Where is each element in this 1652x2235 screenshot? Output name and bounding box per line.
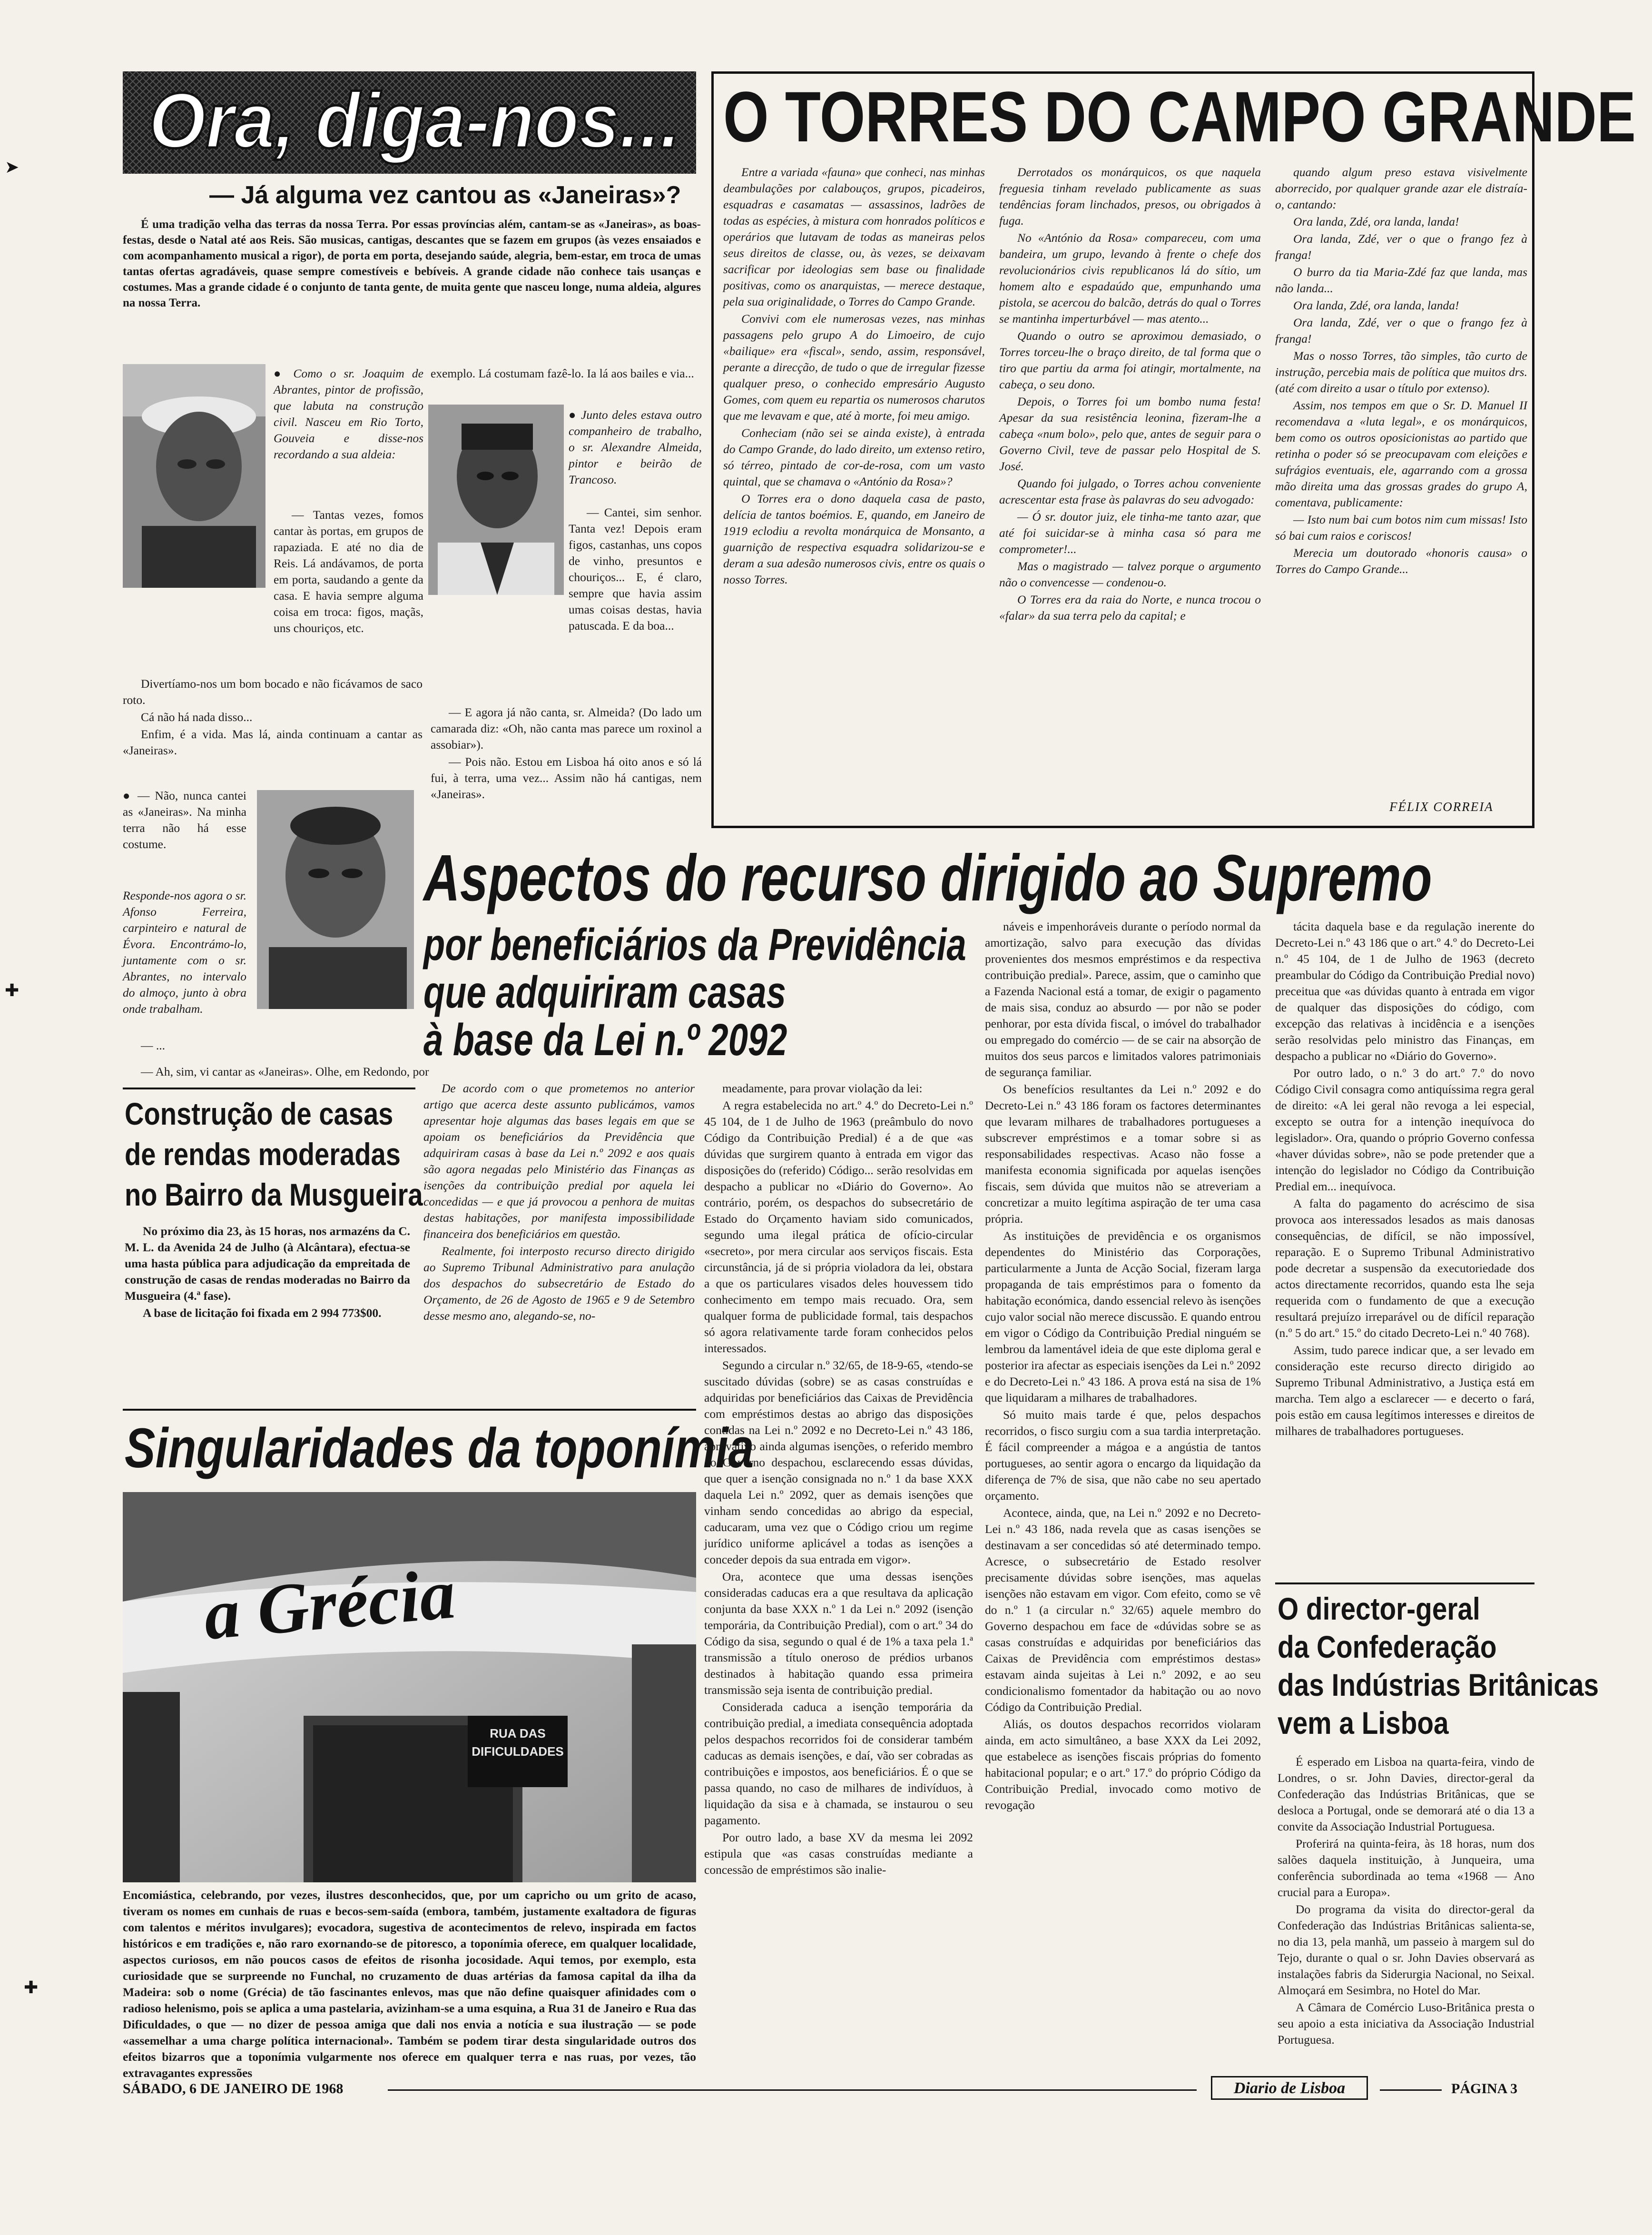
torres-col2-paragraph: Depois, o Torres foi um bombo numa festa! Apesar da sua resistência leonina, fizeram-lhe a cabeça «num bolo», pelo que, antes de seguir para o Governo Civil, teve de passar pelo Hospital de S. José. (999, 395, 1261, 473)
aspectos-col3-paragraph: Acontece, ainda, que, na Lei n.º 2092 e no Decreto-Lei n.º 43 186, nada revela que as casas isenções se destinavam a ser concedidas só até determinado tempo. Acresce, o subsecretário de Estado resolver precisamente dúvidas sobre isenções, mas aquelas isenções não estavam em vigor. Com efeito, como se vê do n.º 1 (a circular n.º 32/65) aquele membro do Governo despachou em face de «dúvidas sobre se as casas construídas e adquiridas por beneficiários das Caixas de Previdência com empréstimos destas» estavam ainda sujeitas à Lei n.º 2092, e ao seu condicionalismo fomentador da habitação ou ao novo Código da Contribuição Predial. (985, 1506, 1261, 1714)
footer-rule-right (1380, 2089, 1442, 2091)
aspectos-col3-paragraph: Os benefícios resultantes da Lei n.º 2092 e do Decreto-Lei n.º 43 186 foram os factores determinantes que levaram milhares de trabalhadores portugueses a subscrever empréstimos e a tomar sobre si as responsabilidades respectivas. Acaso não fosse a manifesta economia significada por aquelas isenções fiscais, sem dúvida que muitos não se atreveriam a concretizar a muito legítima aspiração de ter uma casa própria. (985, 1082, 1261, 1226)
ora-b2-block (569, 407, 702, 489)
torres-col2-paragraph: Mas o magistrado — talvez porque o argumento não o convencesse — condenou-o. (999, 559, 1261, 589)
torres-col1-paragraph: O Torres era o dono daquela casa de pasto, delícia de tantos boémios. E, quando, em Janeiro de 1919 eclodiu a revolta monárquica de Monsanto, a guarnição de respectiva esquadra solidarizou-se e deram a sua adesão numerosos civis, entre os quais o nosso Torres. (723, 492, 985, 586)
ora-b3-block (569, 504, 702, 635)
ora-diga-nos-banner (123, 71, 696, 174)
torres-col3-paragraph: Mas o nosso Torres, tão simples, tão curto de instrução, percebia mais de política que muitos drs. (até com direito a usar o título por extenso). (1275, 349, 1527, 395)
ora-c1-block (123, 788, 246, 853)
grecia-sign: a Grécia (200, 1554, 459, 1655)
director-headline-4: vem a Lisboa (1278, 1705, 1449, 1741)
ora-b3-text: — Cantei, sim senhor. Tanta vez! Depois eram figos, castanhas, uns copos de vinho, presuntos e chouriços... E, é claro, sempre que havia assim umas coisas destas, havia patuscada. E da boa... (569, 505, 702, 633)
aspectos-col4-paragraph: Por outro lado, o n.º 3 do art.º 7.º do novo Código Civil consagra como antiquíssima regra geral de direito: «A lei geral não revoga a lei especial, excepto se outra for a intenção inequívoca do legislador». Ora, quando o próprio Governo confessa «haver dúvidas sobre», não se pode pretender que a intenção do legislador no Código da Contribuição Predial em... inequívoca. (1275, 1066, 1534, 1193)
photo-grecia-street (123, 1492, 696, 1882)
ora-c4-block (123, 1064, 698, 1081)
torres-col3-paragraph: Ora landa, Zdé, ver o que o frango fez à franga! (1275, 316, 1527, 346)
rule-director-top (1275, 1582, 1534, 1584)
topo-caption-text: Encomiástica, celebrando, por vezes, ilustres desconhecidos, que, por um capricho ou um grito de acaso, tiveram os nomes em cunhais de ruas e becos-sem-saída (embora, também, justamente exaltadora de figuras com talentos e méritos invulgares); evocadora, sugestiva de acontecimentos de relevo, inspirada em factos históricos e em tradições e, não raro exornando-se de pitoresco, a toponímia oferece, em qualquer localidade, aspectos curiosos, em não poucos casos de efeitos de risonha jocosidade. Aqui temos, por exemplo, esta curiosidade que se surpreende no Funchal, no cruzamento de duas artérias da famosa capital da ilha da Madeira: sob o nome (Grécia) de tão fascinantes enlevos, mas que não define quaisquer afinidades com o radioso helenismo, pois se aplica a uma pastelaria, avizinham-se a uma esquina, a Rua 31 de Janeiro e Rua das Dificuldades, o que — no dizer de pessoa amiga que dali nos envia a notícia e sua ilustração — se pode «assemelhar a uma charge política internacional». Também se podem tirar desta singularidade outros dos efeitos bizarros que a toponímia vulgarmente nos oferece em qualquer terra e nas ruas, por vezes, tão extravagantes expressões (123, 1888, 696, 2080)
director-body-paragraph: A Câmara de Comércio Luso-Britânica presta o seu apoio a esta iniciativa da Associação Industrial Portuguesa. (1278, 2000, 1534, 2047)
ora-c1-text: ● — Não, nunca cantei as «Janeiras». Na minha terra não há esse costume. (123, 789, 246, 851)
ora-c2-text: Responde-nos agora o sr. Afonso Ferreira, carpinteiro e natural de Évora. Encontrámo-lo, juntamente com o sr. Abrantes, no intervalo do almoço, junto à obra onde trabalham. (123, 889, 246, 1016)
torres-col1-paragraph: Entre a variada «fauna» que conheci, nas minhas deambulações por calabouços, grupos, picadeiros, esquadras e casamatas — assassinos, ladrões de todas as espécies, à mistura com honrados políticos e operários que lutavam de todas as maneiras pelos seus direitos de classe, ou, às vezes, se deixavam sacrificar por ideologias sem base ou finalidade positivas, como os anarquistas, — merece destaque, pela sua originalidade, o Torres do Campo Grande. (723, 165, 985, 308)
aspectos-lead-paragraph: De acordo com o que prometemos no anterior artigo que acerca deste assunto publicámos, vamos apresentar hoje algumas das bases legais em que se apoiam os beneficiários da Previdência que adquiriram casas à base da Lei n.º 2092 e aos quais são agora negadas pelo Ministério das Finanças as isenções da contribuição predial por aquela lei concedidas — e que já provocou a penhora de muitas destas habitações, por manifesta impossibilidade financeira dos beneficiários em questão. (423, 1081, 695, 1241)
torres-col2-paragraph: O Torres era da raia do Norte, e nunca trocou o «falar» da sua terra pelo da capital; e (999, 593, 1261, 623)
aspectos-sub1: por beneficiários da Previdência (423, 920, 966, 970)
aspectos-col4-paragraph: tácita daquela base e da regulação inerente do Decreto-Lei n.º 43 186 que o art.º 4.º do Decreto-Lei n.º 45 104, de 1 de Julho de 1963 (decreto preambular do Código da Contribuição Predial novo) preceitua que «as dúvidas quanto à entrada em vigor de qualquer das disposições do código, com excepção das relativas à incidência e a isenções serão resolvidas pelo ministro das Finanças, em despacho a publicar no «Diário do Governo». (1275, 920, 1534, 1063)
aspectos-col2-paragraph: meadamente, para provar violação da lei: (722, 1081, 923, 1095)
torres-col3-paragraph: Ora landa, Zdé, ver o que o frango fez à franga! (1275, 232, 1527, 262)
ora-c3-text: — ... (141, 1038, 165, 1052)
torres-col1-paragraph: Convivi com ele numerosas vezes, nas minhas passagens pelo grupo A do Limoeiro, de cujo «bailique» era «fiscal», sendo, assim, responsável, perante a direcção, de tudo o que de irregular fizesse qualquer preso, o conhecido empresário Augusto Gomes, com quem eu repartia os numerosos charutos que me levavam e que, até à morte, foi meu amigo. (723, 312, 985, 423)
aspectos-sub2: que adquiriram casas (423, 967, 786, 1018)
torres-col3-paragraph: — Isto num bai cum botos nim cum missas! Isto só bai cum raios e coriscos! (1275, 513, 1527, 543)
torres-col3-paragraph: quando algum preso estava visivelmente aborrecido, por qualquer grande azar ele distraía-o, cantando: (1275, 165, 1527, 211)
director-headline-3: das Indústrias Britânicas (1278, 1667, 1599, 1702)
ora-c3-block (123, 1038, 246, 1055)
margin-mark-top: ➤ (5, 158, 20, 177)
footer-rule-left (388, 2089, 1197, 2091)
aspectos-col3-paragraph: náveis e impenhoráveis durante o período normal da amortização, salvo para execução das dívidas provenientes dos mesmos empréstimos e da respectiva contribuição predial». Parece, assim, que o caminho que a Fazenda Nacional está a tomar, de exigir o pagamento de mais sisa, conduz ao absurdo — por não se poder penhorar, por esta dívida fiscal, o imóvel do trabalhador ou empregado do comércio — de se cair na absorção de muitos dos seus parcos e limitados valores patrimoniais de segurança familiar. (985, 920, 1261, 1079)
torres-col2-paragraph: Quando foi julgado, o Torres achou conveniente acrescentar esta frase às palavras do seu advogado: (999, 476, 1261, 506)
footer-page: PÁGINA 3 (1451, 2081, 1518, 2097)
ora-intro (123, 217, 701, 312)
ora-c4-text: — Ah, sim, vi cantar as «Janeiras». Olhe, em Redondo, por (141, 1065, 429, 1078)
aspectos-col4-paragraph: A falta do pagamento do acréscimo de sisa provoca aos interessados lesados as mais danosas consequências, de difícil, se não impossível, reparação. E o Supremo Tribunal Administrativo pode decretar a suspensão da executoriedade dos actos directamente recorridos, quando esta lhe seja requerida com o fundamento de que a execução resultará prejuízo irreparável ou de difícil reparação (n.º 5 do art.º 15.º do citado Decreto-Lei n.º 40 768). (1275, 1197, 1534, 1340)
ora-b4-block (431, 704, 702, 803)
aspectos-col2-paragraph: Ora, acontece que uma dessas isenções consideradas caducas era a que resultava da aplicação conjunta da base XXX n.º 1 da Lei n.º 2092 (isenção temporária, da Contribuição Predial), com o art.º 34 do Código da sisa, segundo o qual é de 1% a taxa pela 1.ª transmissão a título oneroso de prédios urbanos destinados à habitação quando essa primeira transmissão seja isenta de contribuição predial. (704, 1570, 973, 1697)
torres-col2-paragraph: — Ó sr. doutor juiz, ele tinha-me tanto azar, que até foi suicidar-se à minha casa só para me comprometer!... (999, 510, 1261, 556)
construcao-headline-1: Construção de casas (125, 1096, 393, 1131)
aspectos-headline: Aspectos do recurso dirigido ao Supremo (423, 841, 1432, 915)
director-headline-2: da Confederação (1278, 1629, 1497, 1664)
construcao-headline-2: de rendas moderadas (125, 1137, 401, 1172)
footer-date: SÁBADO, 6 DE JANEIRO DE 1968 (123, 2081, 344, 2097)
photo-afonso-ferreira (257, 790, 414, 1009)
construcao-body-paragraph: No próximo dia 23, às 15 horas, nos armazéns da C. M. L. da Avenida 24 de Julho (à Alcântara), efectua-se uma hasta pública para adjudicação da empreitada de construção de casas de rendas moderadas no Bairro da Musgueira (4.ª fase). (125, 1224, 410, 1303)
torres-col3-paragraph: Ora landa, Zdé, ora landa, landa! (1293, 298, 1459, 312)
aspectos-col4 (1275, 919, 1534, 1440)
director-body (1278, 1754, 1534, 2049)
torres-col2-paragraph: No «António da Rosa» compareceu, com uma bandeira, um grupo, levando à frente o chefe dos revolucionários civis republicanos lá do sítio, um homem alto e espadaúdo que, empunhando uma pistola, se acercou do balcão, detrás do qual o Torres se mantinha imperturbável — mas atento... (999, 231, 1261, 326)
torres-col3 (1275, 164, 1527, 578)
ora-masthead: Ora, diga-nos... (149, 77, 680, 164)
paper-name: Diario de Lisboa (1233, 2079, 1346, 2097)
construcao-body-paragraph: A base de licitação foi fixada em 2 994 773$00. (143, 1306, 382, 1320)
aspectos-lead (423, 1080, 695, 1325)
ora-b5-text: — Pois não. Estou em Lisboa há oito anos e só lá fui, à terra, uma vez... Assim não há cantigas, nem «Janeiras». (431, 755, 702, 801)
director-body-paragraph: É esperado em Lisboa na quarta-feira, vindo de Londres, o sr. John Davies, director-geral da Confederação das Indústrias Britânicas, que se desloca a Portugal, onde se demorará até o dia 13 a convite da Associação Industrial Portuguesa. (1278, 1755, 1534, 1833)
aspectos-col2-paragraph: Segundo a circular n.º 32/65, de 18-9-65, «tendo-se suscitado dúvidas (sobre) se as casas construídas e adquiridas por beneficiários das Caixas de Previdência com empréstimos destas ao abrigo das disposições contidas na Lei n.º 2092 e no Decreto-Lei n.º 43 186, aprovativo ainda algumas isenções, o referido membro do Governo despachou, esclarecendo essas dúvidas, que quer a isenção consignada no n.º 1 da base XXX daquela Lei n.º 2092, quer as demais isenções que vinham sendo concedidas ao abrigo da especial, caducaram, uma vez que o Código criou um regime jurídico uniforme aplicável a todas as isenções a conceder depois da sua entrada em vigor». (704, 1358, 973, 1566)
ora-a4-text: Cá não há nada disso... (141, 710, 253, 724)
torres-col2-paragraph: Derrotados os monárquicos, os que naquela freguesia tinham revelado publicamente as suas tendências foram linchados, presos, ou obrigados à fuga. (999, 165, 1261, 227)
aspectos-col2 (704, 1080, 973, 1879)
ora-b1-block (431, 366, 702, 383)
construcao-body (125, 1223, 410, 1322)
ora-b1-text: exemplo. Lá costumam fazê-lo. Ia lá aos bailes e via... (431, 366, 694, 380)
rule-construcao-top (123, 1088, 415, 1089)
ora-a3-text: Divertíamo-nos um bom bocado e não ficávamos de saco roto. (123, 677, 423, 707)
aspectos-col2-paragraph: A regra estabelecida no art.º 4.º do Decreto-Lei n.º 45 104, de 1 de Julho de 1963 (preâmbulo do novo Código da Contribuição Predial) é a de que «as dúvidas que surgirem quanto à entrada em vigor das disposições do (referido) Código... serão resolvidas em despacho a publicar no «Diário do Governo». Ao contrário, porém, os despachos do subsecretário de Estado do Orçamento haviam sido comunicados, segundo uma ilegal prática de ofício-circular «secreto», por mera circular aos serviços fiscais. Esta circunstância, já de si própria violadora da lei, obstara a que os particulares visados deles houvessem tido conhecimento em tempo mais recuado. Ora, sem qualquer forma de publicidade formal, tais despachos só agora relativamente tarde foram conhecidos pelos interessados. (704, 1098, 973, 1355)
margin-mark-mid: ✚ (5, 981, 20, 1000)
torres-col1 (723, 164, 985, 589)
ora-c2-block (123, 888, 246, 1018)
photo-alexandre-almeida (428, 405, 564, 595)
ora-a1-text: ● Como o sr. Joaquim de Abrantes, pintor de profissão, que labuta na construção civil. Nasceu em Rio Torto, Gouveia e disse-nos recordando a sua aldeia: (274, 366, 423, 461)
ora-b4-text: — E agora já não canta, sr. Almeida? (Do lado um camarada diz: «Oh, não canta mas parece um roxinol a assobiar»). (431, 705, 702, 752)
torres-col2 (999, 164, 1261, 625)
ora-intro-text: É uma tradição velha das terras da nossa Terra. Por essas províncias além, cantam-se as «Janeiras», as boas-festas, desde o Natal até aos Reis. São musicas, cantigas, descantes que se fazem em grupos (às vezes ensaiados e com acompanhamento musical a rigor), de porta em porta, desejando saúde, alegria, bem-estar, em troca de umas tantas ofertas agradáveis, quase sempre comestíveis e bebíveis. A grande cidade não conhece tais usanças e costumes. Mas a grande cidade é o conjunto de tanta gente, de muita gente que nasceu longe, numa aldeia, algures na nossa Terra. (123, 218, 701, 309)
torres-col1-paragraph: Conheciam (não sei se ainda existe), à entrada do Campo Grande, do lado direito, um extenso retiro, só térreo, pintado de cor-de-rosa, com um vasto quintal, que se chamava o «António da Rosa»? (723, 426, 985, 488)
aspectos-col2-paragraph: Por outro lado, a base XV da mesma lei 2092 estipula que «as casas construídas mediante a concessão de empréstimos são inalie- (704, 1830, 973, 1877)
torres-headline: O TORRES DO CAMPO GRANDE (723, 77, 1636, 157)
aspectos-col3-paragraph: Só muito mais tarde é que, pelos despachos recorridos, o fisco surgiu com a sua tardia interpretação. É fácil compreender a mágoa e a angústia de tantos portugueses, ao sentir agora o encargo da liquidação da diferença de 7% de sisa, que não cabe no seu apertado orçamento. (985, 1408, 1261, 1503)
aspectos-sub3: à base da Lei n.º 2092 (423, 1015, 787, 1065)
torres-col3-paragraph: Ora landa, Zdé, ora landa, landa! (1293, 215, 1459, 228)
ora-a3-block (123, 676, 423, 760)
ora-question: — Já alguma vez cantou as «Janeiras»? (209, 181, 681, 209)
director-body-paragraph: Proferirá na quinta-feira, às 18 horas, num dos salões daquela instituição, à Junqueira, uma conferência subordinada ao tema «1968 — Ano crucial para a Europa». (1278, 1837, 1534, 1899)
construcao-headline-3: no Bairro da Musgueira (125, 1177, 423, 1212)
topo-caption (123, 1887, 696, 2082)
aspectos-col3 (985, 919, 1261, 1814)
ora-a1 (274, 366, 423, 464)
ora-a5-text: Enfim, é a vida. Mas lá, ainda continuam a cantar as «Janeiras». (123, 727, 423, 757)
aspectos-col3-paragraph: As instituições de previdência e os organismos dependentes do Ministério das Corporações, particularmente a Junta de Acção Social, fizeram larga propaganda de tais empréstimos para o fomento da habitação económica, dando essencial relevo às isenções cujo valor social não merece discussão. E quando entrou em vigor o Código da Contribuição Predial ninguém se lembrou da lamentável ideia de que este diploma geral e posterior ira afectar as especiais isenções da Lei n.º 2092 e do Decreto-Lei n.º 43 186. A prova está na sisa de 1% que liquidaram a milhares de trabalhadores. (985, 1229, 1261, 1404)
torres-col3-paragraph: O burro da tia Maria-Zdé faz que landa, mas não landa... (1275, 265, 1527, 295)
photo-joaquim-abrantes (123, 364, 266, 588)
footer-paper-logo (1211, 2076, 1368, 2100)
torres-author: FÉLIX CORREIA (1389, 800, 1494, 814)
aspectos-lead-paragraph: Realmente, foi interposto recurso directo dirigido ao Supremo Tribunal Administrativo para anulação dos despachos do subsecretário de Estado do Orçamento, de 26 de Agosto de 1965 e 9 de Setembro desse mesmo ano, alegando-se, no- (423, 1244, 695, 1323)
ora-a2-text: — Tantas vezes, fomos cantar às portas, em grupos de rapaziada. E até no dia de Reis. Lá andávamos, de porta em porta, saudando a gente da casa. E havia sempre alguma coisa em troca: figos, maçãs, uns chouriços, etc. (274, 508, 423, 635)
aspectos-col2-paragraph: Considerada caduca a isenção temporária da contribuição predial, a imediata consequência adoptada pelos despachos recorridos foi de considerar também caducas as demais isenções, e daí, vão ser cobradas as contribuições e impostos, aos beneficiários. É o que se passa quando, no caso de milhares de indivíduos, à liquidação da sisa e à chamada, se instaurou o seu pagamento. (704, 1700, 973, 1827)
margin-mark-bottom: ✚ (24, 1978, 39, 1997)
ora-b2-text: ● Junto deles estava outro companheiro de trabalho, o sr. Alexandre Almeida, pintor e beirão de Trancoso. (569, 408, 702, 486)
rua-dificuldades-sign: RUA DAS DIFICULDADES (468, 1716, 568, 1787)
ora-a2-block (274, 507, 423, 637)
director-headline-1: O director-geral (1278, 1591, 1480, 1626)
aspectos-col3-paragraph: Aliás, os doutos despachos recorridos violaram ainda, em acto simultâneo, a base XXX da Lei 2092, que estabelece as isenções fiscais próprias do fomento habitacional popular; e o art.º 17.º do próprio Código da Contribuição Predial, invocado como motivo de revogação (985, 1717, 1261, 1812)
torres-col2-paragraph: Quando o outro se aproximou demasiado, o Torres torceu-lhe o braço direito, de tal forma que o tiro que partiu da arma foi atingir, mortalmente, na cabeça, o seu dono. (999, 329, 1261, 391)
topo-headline: Singularidades da toponímia (125, 1417, 754, 1480)
rule-topo-top (123, 1409, 696, 1411)
torres-col3-paragraph: Assim, nos tempos em que o Sr. D. Manuel II recomendava a «luta legal», e os monárquicos, bem como os outros oposicionistas ao partido que retinha o poder só se preocupavam com eleições e sufrágios eventuais, ele, agarrando com a grossa mão direita uma das grossas grades do grupo A, comentava, publicamente: (1275, 398, 1527, 509)
torres-col3-paragraph: Merecia um doutorado «honoris causa» o Torres do Campo Grande... (1275, 546, 1527, 576)
aspectos-col4-paragraph: Assim, tudo parece indicar que, a ser levado em consideração este recurso directo dirigido ao Supremo Tribunal Administrativo, a Justiça está em marcha. Tem algo a esclarecer — e decerto o fará, pois estão em causa legítimos interesses e direitos de milhares de trabalhadores portugueses. (1275, 1343, 1534, 1438)
director-body-paragraph: Do programa da visita do director-geral da Confederação das Indústrias Britânicas salienta-se, no dia 13, pela manhã, um passeio à margem sul do Tejo, durante o qual o sr. John Davies observará as instalações fabris da Siderurgia Nacional, no Seixal. Almoçará em Sesimbra, no Hotel do Mar. (1278, 1902, 1534, 1997)
